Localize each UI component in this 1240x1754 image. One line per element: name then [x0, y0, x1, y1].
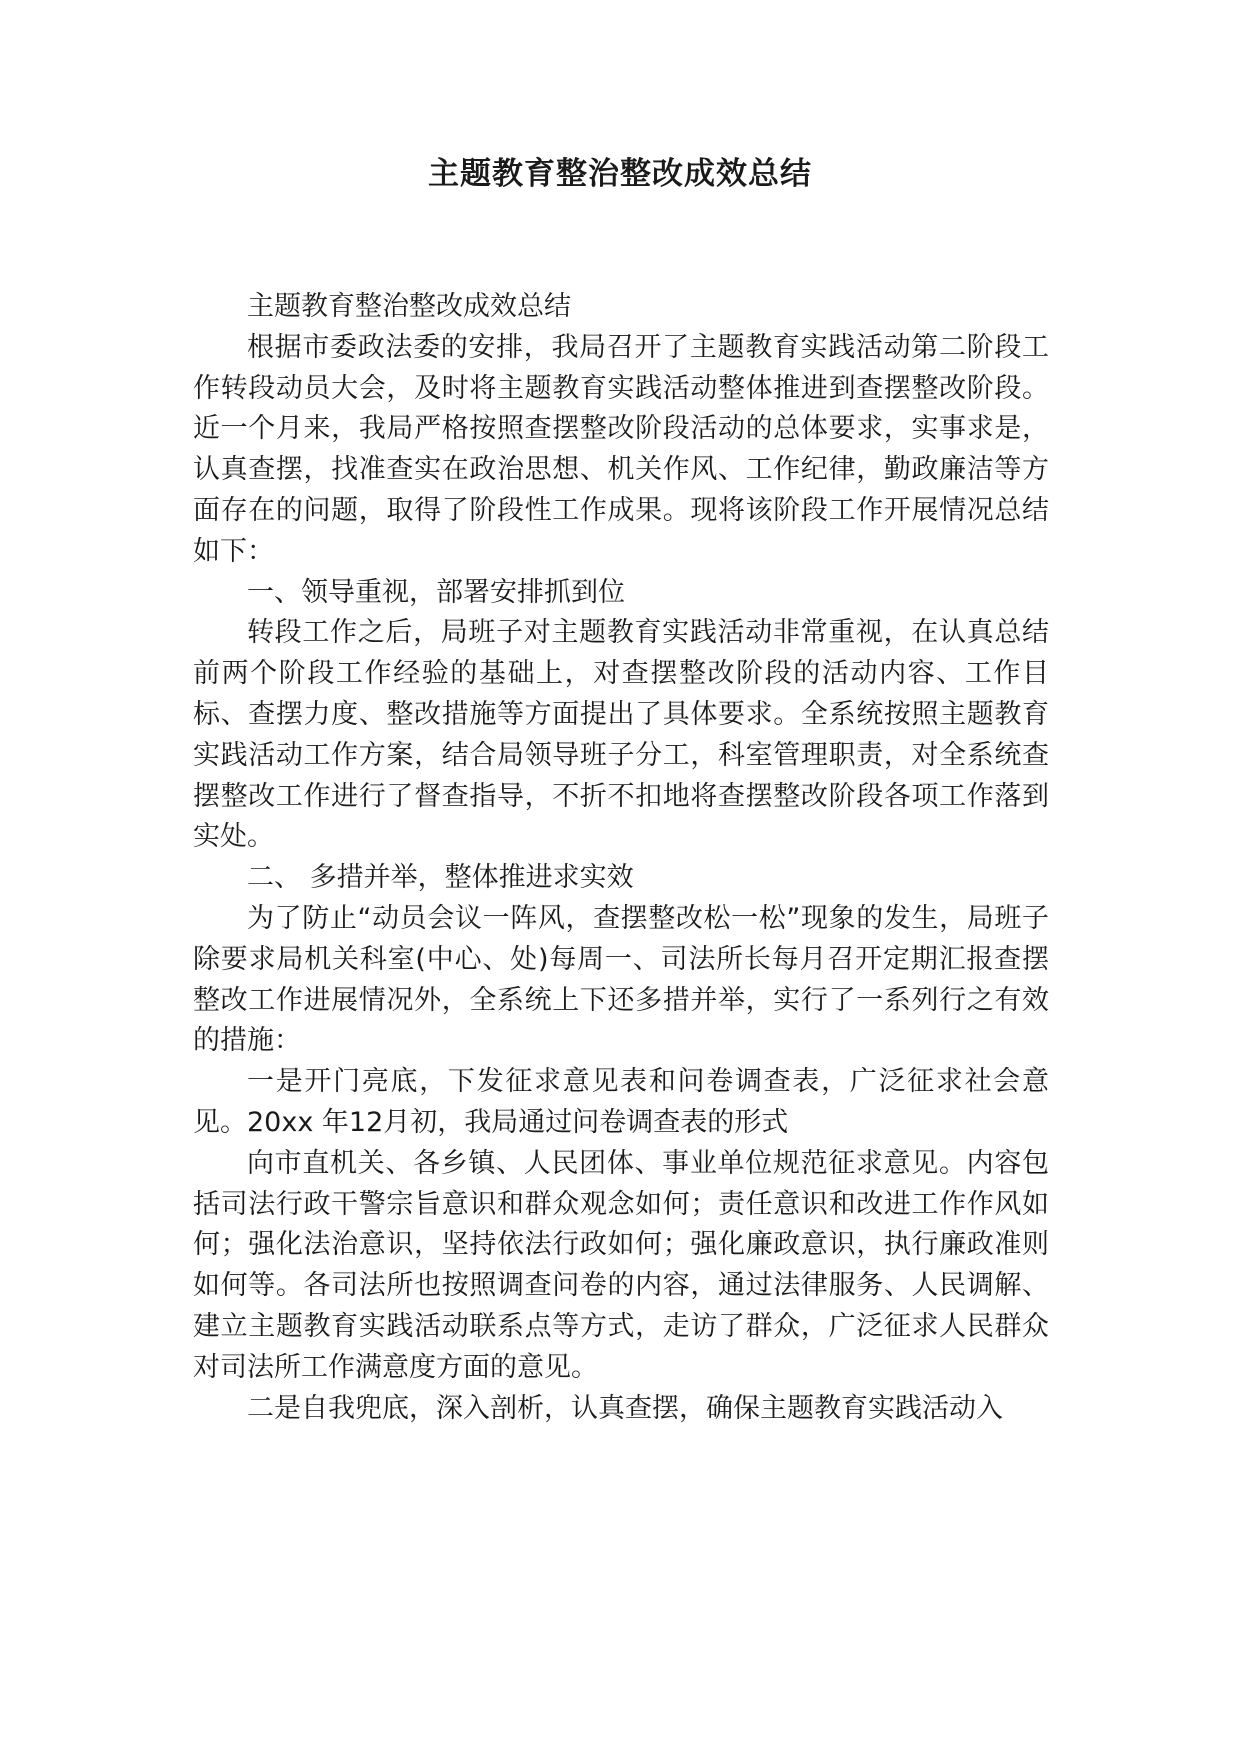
- measure-1-paragraph: 一是开门亮底，下发征求意见表和问卷调查表，广泛征求社会意见。20xx 年12月初，我局通过问卷调查表的形式: [193, 1066, 1049, 1138]
- section-2-paragraph: 为了防止“动员会议一阵风，查摆整改松一松”现象的发生，局班子除要求局机关科室(中心、处)每周一、司法所长每月召开定期汇报查摆整改工作进展情况外，全系统上下还多措并举，实行了一系列行之有效的措施：: [193, 902, 1049, 1057]
- section-heading-1: 一、领导重视，部署安排抓到位: [247, 576, 625, 608]
- document-body: [193, 287, 1049, 1429]
- section-heading-2: 二、 多措并举，整体推进求实效: [247, 862, 634, 894]
- intro-paragraph: 根据市委政法委的安排，我局召开了主题教育实践活动第二阶段工作转段动员大会，及时将主题教育实践活动整体推进到查摆整改阶段。近一个月来，我局严格按照查摆整改阶段活动的总体要求，实事求是，认真查摆，找准查实在政治思想、机关作风、工作纪律，勤政廉洁等方面存在的问题，取得了阶段性工作成果。现将该阶段工作开展情况总结如下：: [193, 331, 1049, 567]
- section-1-paragraph: 转段工作之后，局班子对主题教育实践活动非常重视，在认真总结前两个阶段工作经验的基础上，对查摆整改阶段的活动内容、工作目标、查摆力度、整改措施等方面提出了具体要求。全系统按照主题教育实践活动工作方案，结合局领导班子分工，科室管理职责，对全系统查摆整改工作进行了督查指导，不折不扣地将查摆整改阶段各项工作落到实处。: [193, 617, 1049, 853]
- measure-2-paragraph: 二是自我兜底，深入剖析，认真查摆，确保主题教育实践活动入: [247, 1392, 1003, 1424]
- measure-1-continued-paragraph: 向市直机关、各乡镇、人民团体、事业单位规范征求意见。内容包括司法行政干警宗旨意识和群众观念如何；责任意识和改进工作作风如何；强化法治意识，坚持依法行政如何；强化廉政意识，执行廉政准则如何等。各司法所也按照调查问卷的内容，通过法律服务、人民调解、建立主题教育实践活动联系点等方式，走访了群众，广泛征求人民群众对司法所工作满意度方面的意见。: [193, 1147, 1049, 1383]
- subtitle-paragraph: 主题教育整治整改成效总结: [247, 291, 571, 322]
- document-title: 主题教育整治整改成效总结: [428, 156, 812, 192]
